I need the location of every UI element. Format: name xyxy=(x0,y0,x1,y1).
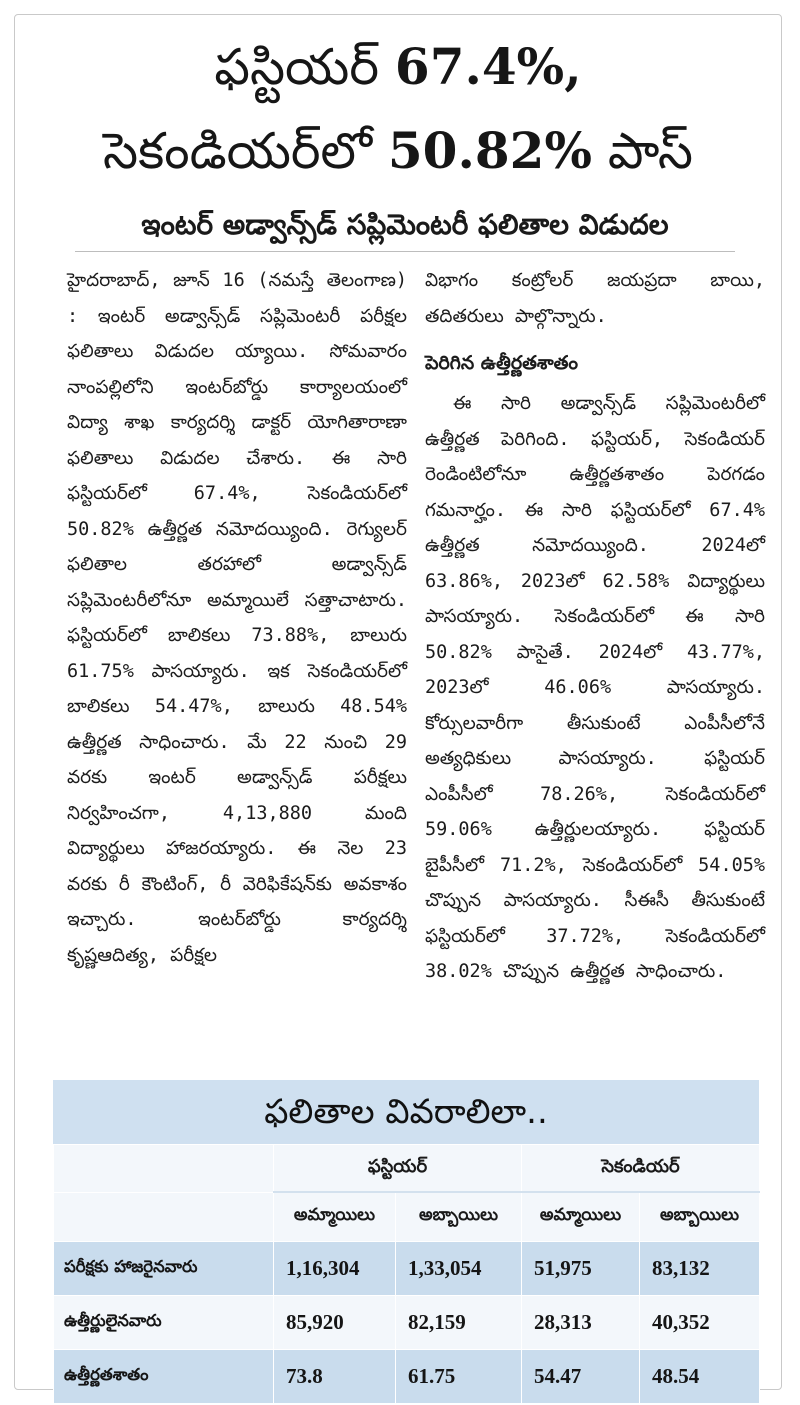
column-header-girls: అమ్మాయిలు xyxy=(274,1192,396,1242)
table-cell: 1,16,304 xyxy=(274,1242,396,1296)
newspaper-clipping xyxy=(14,14,782,1390)
headline-line-1 xyxy=(15,35,781,99)
table-subheader-row xyxy=(54,1192,760,1242)
table-cell: 40,352 xyxy=(640,1296,760,1350)
article-column-left xyxy=(67,263,407,973)
table-cell: 48.54 xyxy=(640,1350,760,1404)
table-cell: 82,159 xyxy=(396,1296,522,1350)
table-cell: 1,33,054 xyxy=(396,1242,522,1296)
article-column-right xyxy=(425,263,765,990)
table-cell: 51,975 xyxy=(522,1242,640,1296)
column-header-boys: అబ్బాయిలు xyxy=(640,1192,760,1242)
headline-word-second-year: సెకండియర్‌లో xyxy=(103,122,372,180)
headline-first-year-percent: 67.4%, xyxy=(394,37,582,96)
headline-word-pass: పాస్ xyxy=(607,122,693,180)
table-cell: 85,920 xyxy=(274,1296,396,1350)
table-cell: 28,313 xyxy=(522,1296,640,1350)
table-corner-cell xyxy=(54,1192,274,1242)
row-label-passed: ఉత్తీర్ణులైనవారు xyxy=(54,1296,274,1350)
results-table-box xyxy=(53,1080,759,1400)
article-paragraph: విభాగం కంట్రోలర్ జయప్రదా బాయి, తదితరులు పాల్గొన్నారు. xyxy=(425,270,765,327)
headline-line-2 xyxy=(15,119,781,183)
table-title: ఫలితాల వివరాలిలా.. xyxy=(53,1080,759,1144)
table-header-row xyxy=(54,1145,760,1193)
article-paragraph: హైదరాబాద్, జూన్ 16 (నమస్తే తెలంగాణ) : ఇంటర్ అడ్వాన్స్‌డ్ సప్లిమెంటరీ పరీక్షల ఫలితాలు విడుదల య్యాయి. సోమవారం నాంపల్లిలోని ఇంటర్‌బోర్డు కార్యాలయంలో విద్యా శాఖ కార్యదర్శి డాక్టర్ యోగితారాణా ఫలితాలు విడుదల చేశారు. ఈ సారి ఫస్టియర్‌లో 67.4%, సెకండియర్‌లో 50.82% ఉత్తీర్ణత నమోదయ్యింది. రెగ్యులర్ ఫలితాల తరహాలో అడ్వాన్స్‌డ్ సప్లిమెంటరీలోనూ అమ్మాయిలే సత్తాచాటారు. ఫస్టియర్‌లో బాలికలు 73.88%, బాలురు 61.75% పాసయ్యారు. ఇక సెకండియర్‌లో బాలికలు 54.47%, బాలురు 48.54% ఉత్తీర్ణత సాధించారు. మే 22 నుంచి 29 వరకు ఇంటర్ అడ్వాన్స్‌డ్ పరీక్షలు నిర్వహించగా, 4,13,880 మంది విద్యార్థులు హాజరయ్యారు. ఈ నెల 23 వరకు రీ కౌంటింగ్, రీ వెరిఫికేషన్‌కు అవకాశం ఇచ్చారు. ఇంటర్‌బోర్డు కార్యదర్శి కృష్ణఆదిత్య, పరీక్షల xyxy=(67,270,407,966)
table-cell: 73.8 xyxy=(274,1350,396,1404)
headline-second-year-percent: 50.82% xyxy=(387,121,592,180)
row-label-pass-percentage: ఉత్తీర్ణతశాతం xyxy=(54,1350,274,1404)
table-corner-cell xyxy=(54,1145,274,1193)
column-header-girls: అమ్మాయిలు xyxy=(522,1192,640,1242)
table-cell: 61.75 xyxy=(396,1350,522,1404)
table-row xyxy=(54,1296,760,1350)
article-paragraph: ఈ సారి అడ్వాన్స్‌డ్ సప్లిమెంటరీలో ఉత్తీర్ణత పెరిగింది. ఫస్టియర్, సెకండియర్ రెండింటిలోనూ ఉత్తీర్ణతశాతం పెరగడం గమనార్హం. ఈ సారి ఫస్టియర్‌లో 67.4% ఉత్తీర్ణత నమోదయ్యింది. 2024లో 63.86%, 2023లో 62.58% విద్యార్థులు పాసయ్యారు. సెకండియర్‌లో ఈ సారి 50.82% పాసైతే. 2024లో 43.77%, 2023లో 46.06% పాసయ్యారు. కోర్సులవారీగా తీసుకుంటే ఎంపీసీలోనే అత్యధికులు పాసయ్యారు. ఫస్టియర్ ఎంపీసీలో 78.26%, సెకండియర్‌లో 59.06% ఉత్తీర్ణులయ్యారు. ఫస్టియర్ బైపీసీలో 71.2%, సెకండియర్‌లో 54.05% చొప్పున పాసయ్యారు. సీఈసీ తీసుకుంటే ఫస్టియర్‌లో 37.72%, సెకండియర్‌లో 38.02% చొప్పున ఉత్తీర్ణత సాధించారు. xyxy=(425,393,765,982)
table-row xyxy=(54,1242,760,1296)
headline-word-first-year: ఫస్టియర్ xyxy=(214,38,379,96)
column-group-second-year: సెకండియర్ xyxy=(522,1145,760,1193)
subheadline: ఇంటర్ అడ్వాన్స్‌డ్ సప్లిమెంటరీ ఫలితాల విడుదల xyxy=(75,205,735,252)
table-row xyxy=(54,1350,760,1404)
column-header-boys: అబ్బాయిలు xyxy=(396,1192,522,1242)
results-table xyxy=(53,1144,760,1404)
table-cell: 54.47 xyxy=(522,1350,640,1404)
column-group-first-year: ఫస్టియర్ xyxy=(274,1145,522,1193)
table-cell: 83,132 xyxy=(640,1242,760,1296)
section-heading: పెరిగిన ఉత్తీర్ణతశాతం xyxy=(425,352,579,374)
row-label-appeared: పరీక్షకు హాజరైనవారు xyxy=(54,1242,274,1296)
